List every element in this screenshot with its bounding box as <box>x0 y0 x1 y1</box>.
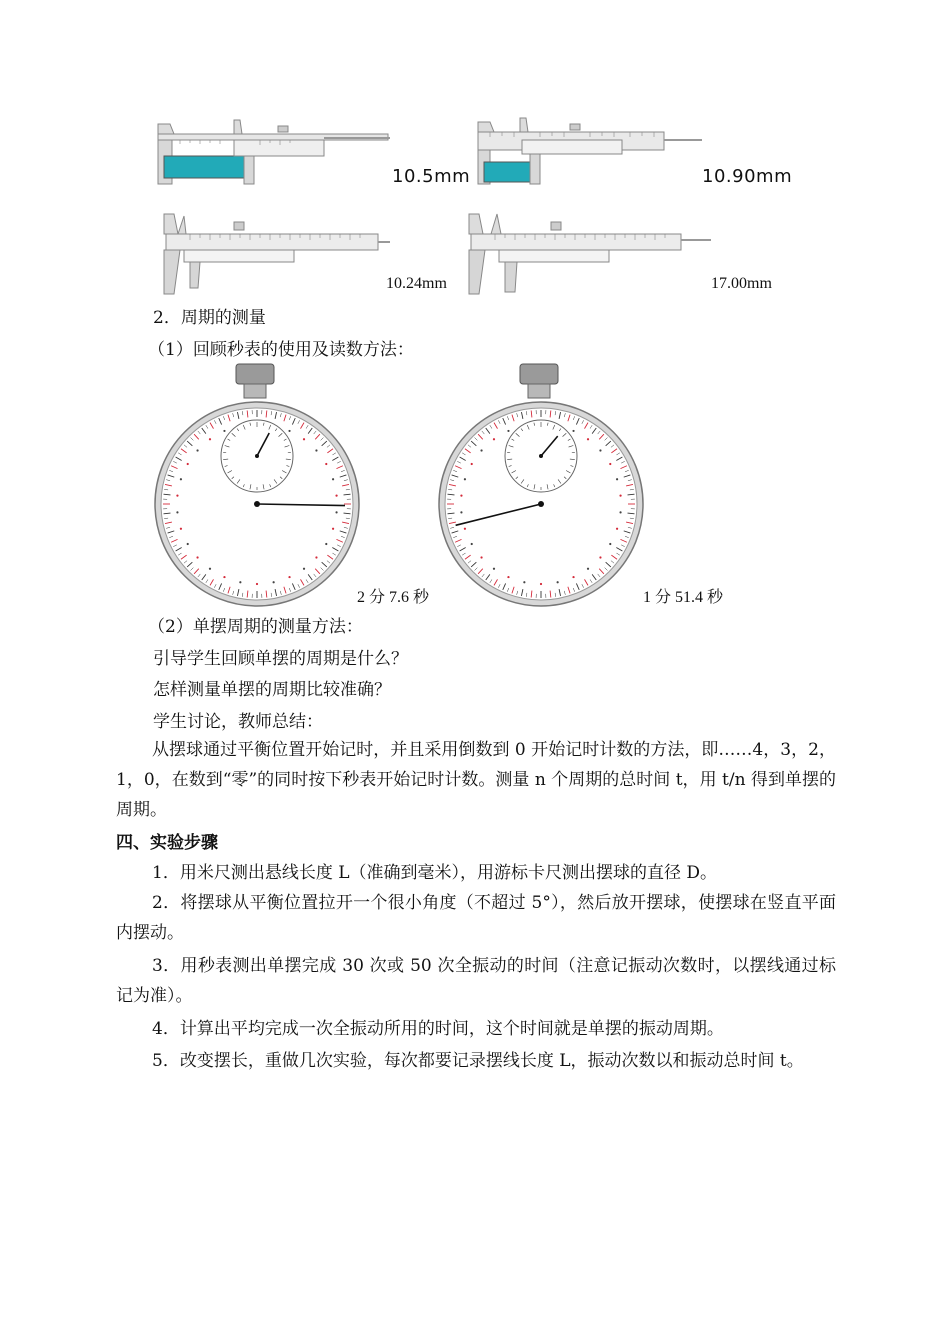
dial-number-mark <box>273 581 275 583</box>
dial-number-mark <box>180 528 182 530</box>
step-3: 3．用秒表测出单摆完成 30 次或 50 次全振动的时间（注意记振动次数时，以摆线通过标记为准）。 <box>116 956 836 1006</box>
dial-number-mark <box>460 495 462 497</box>
dial-number-mark <box>209 438 211 440</box>
dial-number-mark <box>325 463 327 465</box>
dial-number-mark <box>619 511 621 513</box>
dial-number-mark <box>196 449 198 451</box>
dial-number-mark <box>587 438 589 440</box>
caliper-diagram-3 <box>150 210 390 295</box>
dial-number-mark <box>315 556 317 558</box>
dial-number-mark <box>187 543 189 545</box>
dial-number-mark <box>223 576 225 578</box>
dial-number-mark <box>209 568 211 570</box>
dial-number-mark <box>460 511 462 513</box>
step-5: 5．改变摆长，重做几次实验，每次都要记录摆线长度 L，振动次数以和振动总时间 t。 <box>152 1051 804 1071</box>
dial-number-mark <box>572 576 574 578</box>
caliper-reading-1: 10.5mm <box>392 166 471 187</box>
question-2: 怎样测量单摆的周期比较准确？ <box>153 680 391 700</box>
dial-number-mark <box>609 543 611 545</box>
dial-number-mark <box>599 556 601 558</box>
dial-number-mark <box>303 568 305 570</box>
steps-heading: 四、实验步骤 <box>116 833 218 853</box>
dial-number-mark <box>464 528 466 530</box>
dial-number-mark <box>187 463 189 465</box>
crown-icon <box>520 364 558 384</box>
question-1: 引导学生回顾单摆的周期是什么？ <box>153 649 408 669</box>
period-heading: 2．周期的测量 <box>153 308 266 328</box>
dial-number-mark <box>599 449 601 451</box>
caliper-reading-4: 17.00mm <box>711 275 772 292</box>
dial-number-mark <box>619 495 621 497</box>
dial-number-mark <box>540 583 542 585</box>
method-paragraph: 从摆球通过平衡位置开始记时，并且采用倒数到 0 开始记时计数的方法，即……4，3，2，1，0，在数到“零”的同时按下秒表开始记时计数。测量 n 个周期的总时间 t，用 t/n 得到单摆的周期。 <box>116 740 836 820</box>
caliper-diagram-4 <box>455 210 715 295</box>
dial-number-mark <box>471 463 473 465</box>
hand-pivot <box>538 501 544 507</box>
dial-number-mark <box>480 449 482 451</box>
step-4: 4．计算出平均完成一次全振动所用的时间，这个时间就是单摆的振动周期。 <box>152 1019 724 1039</box>
hand-pivot <box>254 501 260 507</box>
dial-number-mark <box>335 495 337 497</box>
step-2: 2．将摆球从平衡位置拉开一个很小角度（不超过 5°），然后放开摆球，使摆球在竖直平面内摆动。 <box>116 893 836 943</box>
caliper-diagram-1 <box>150 112 400 187</box>
stopwatch-reading-1: 2 分 7.6 秒 <box>357 589 430 606</box>
dial-number-mark <box>315 449 317 451</box>
stopwatch-2 <box>436 362 656 612</box>
dial-number-mark <box>335 511 337 513</box>
dial-number-mark <box>471 543 473 545</box>
dial-number-mark <box>493 438 495 440</box>
dial-number-mark <box>332 528 334 530</box>
dial-number-mark <box>256 583 258 585</box>
stopwatch-reading-2: 1 分 51.4 秒 <box>643 589 724 606</box>
caliper-reading-2: 10.90mm <box>702 166 793 187</box>
dial-number-mark <box>332 478 334 480</box>
dial-number-mark <box>507 576 509 578</box>
dial-number-mark <box>196 556 198 558</box>
dial-number-mark <box>557 581 559 583</box>
dial-number-mark <box>239 581 241 583</box>
dial-number-mark <box>572 430 574 432</box>
dial-number-mark <box>616 528 618 530</box>
discussion-line: 学生讨论，教师总结： <box>153 712 323 732</box>
method-subheading: （2）单摆周期的测量方法： <box>148 617 363 637</box>
dial-number-mark <box>325 543 327 545</box>
dial-number-mark <box>616 478 618 480</box>
dial-number-mark <box>523 581 525 583</box>
crown-icon <box>236 364 274 384</box>
dial-number-mark <box>176 511 178 513</box>
dial-number-mark <box>223 430 225 432</box>
dial-number-mark <box>180 478 182 480</box>
dial-number-mark <box>493 568 495 570</box>
dial-number-mark <box>303 438 305 440</box>
dial-number-mark <box>176 495 178 497</box>
dial-number-mark <box>507 430 509 432</box>
crown-stem <box>528 384 550 398</box>
dial-number-mark <box>288 430 290 432</box>
stopwatch-subheading: （1）回顾秒表的使用及读数方法： <box>148 340 414 360</box>
subdial-pivot <box>539 454 543 458</box>
dial-number-mark <box>587 568 589 570</box>
caliper-diagram-2 <box>470 112 710 187</box>
crown-stem <box>244 384 266 398</box>
caliper-reading-3: 10.24mm <box>386 275 447 292</box>
dial-number-mark <box>288 576 290 578</box>
stopwatch-1 <box>152 362 372 612</box>
step-1: 1．用米尺测出悬线长度 L（准确到毫米），用游标卡尺测出摆球的直径 D。 <box>152 863 718 883</box>
dial-number-mark <box>480 556 482 558</box>
dial-number-mark <box>464 478 466 480</box>
subdial-pivot <box>255 454 259 458</box>
dial-number-mark <box>609 463 611 465</box>
